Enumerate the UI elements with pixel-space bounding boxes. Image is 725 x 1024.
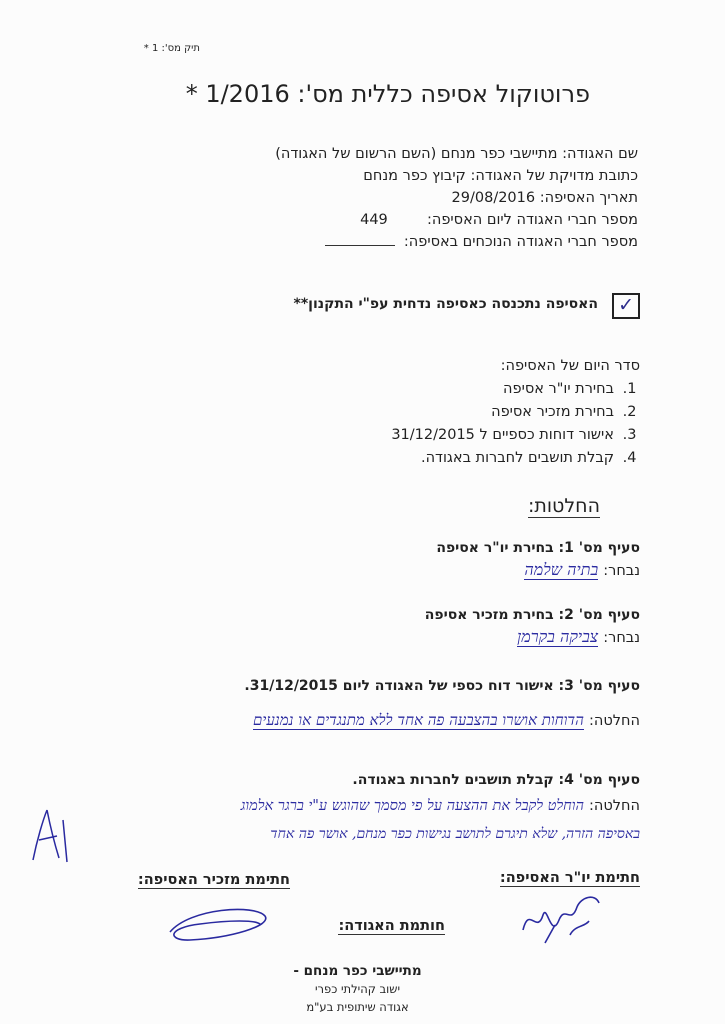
section-4-line-2 xyxy=(50,823,640,843)
section-4-handwritten-1: הוחלט לקבל את ההצעה על פי מסמך שהוגש ע"י ברגר אלמוג xyxy=(240,798,584,814)
section-1-line xyxy=(250,560,640,580)
section-1-label: נבחר: xyxy=(603,563,640,579)
checkmark-icon: ✓ xyxy=(618,294,634,316)
decisions-heading-text: החלטות: xyxy=(527,495,600,517)
section-1-heading: סעיף מס' 1: בחירת יו"ר אסיפה xyxy=(436,540,640,556)
members-count xyxy=(250,209,638,231)
postponed-meeting-checkbox[interactable] xyxy=(612,293,640,319)
section-2-label: נבחר: xyxy=(603,630,640,646)
association-stamp-label xyxy=(290,918,445,934)
section-4-line-1 xyxy=(50,795,640,815)
meeting-date-label: תאריך האסיפה: xyxy=(539,190,638,206)
agenda-item: 2. בחירת מזכיר אסיפה xyxy=(250,401,618,424)
secretary-signature-text: חתימת מזכיר האסיפה: xyxy=(137,872,290,888)
section-4-label: החלטה: xyxy=(589,798,640,814)
section-4-heading: סעיף מס' 4: קבלת תושבים לחברות באגודה. xyxy=(352,772,640,788)
association-name: שם האגודה: מתיישבי כפר מנחם (השם הרשום של האגודה) xyxy=(275,146,638,162)
section-4-decision xyxy=(50,795,640,843)
agenda-item: 1. בחירת יו"ר אסיפה xyxy=(250,378,618,401)
section-2-line xyxy=(250,627,640,647)
present-count-blank xyxy=(325,233,395,246)
agenda-item: 3. אישור דוחות כספיים ל 31/12/2015 xyxy=(250,424,618,447)
file-number: תיק מס': 1 * xyxy=(143,43,200,54)
section-2-handwritten: צביקה בקרמן xyxy=(517,627,599,646)
stamp-line-1: מתיישבי כפר מנחם - xyxy=(293,963,422,979)
section-4-handwritten-2: באסיפה הזרה, שלא תיגרם לתושב נגישות כפר מנחם, אושר פה אחד xyxy=(270,826,640,842)
margin-initials xyxy=(25,800,73,870)
agenda xyxy=(250,355,640,470)
section-3-decision xyxy=(60,710,640,730)
members-count-value: 449 xyxy=(360,212,388,228)
association-address: כתובת מדויקת של האגודה: קיבוץ כפר מנחם xyxy=(363,168,638,184)
section-3 xyxy=(200,678,640,694)
section-3-handwritten: הדוחות אושרו בהצבעה פה אחד ללא מתנגדים או נמנעים xyxy=(253,711,584,729)
secretary-signature-label xyxy=(120,872,290,888)
meeting-date-value: 29/08/2016 xyxy=(451,190,536,206)
decisions-heading xyxy=(400,495,600,517)
association-stamp xyxy=(250,962,465,1016)
meeting-date xyxy=(250,187,638,209)
agenda-list xyxy=(250,378,640,470)
section-2-heading: סעיף מס' 2: בחירת מזכיר אסיפה xyxy=(424,607,640,623)
chair-signature-text: חתימת יו"ר האסיפה: xyxy=(499,870,640,886)
section-2 xyxy=(250,607,640,647)
agenda-heading: סדר היום של האסיפה: xyxy=(500,358,640,374)
present-count xyxy=(250,231,638,253)
stamp-line-3: אגודה שיתופית בע"מ xyxy=(306,1000,409,1014)
postponed-meeting-label: האסיפה נתכנסה כאסיפה נדחית עפ"י התקנון** xyxy=(293,296,598,312)
agenda-item: 4. קבלת תושבים לחברות באגודה. xyxy=(250,447,618,470)
section-3-heading: סעיף מס' 3: אישור דוח כספי של האגודה ליום 31/12/2015. xyxy=(244,678,640,694)
members-count-label: מספר חברי האגודה ליום האסיפה: xyxy=(427,212,638,228)
section-3-label: החלטה: xyxy=(589,713,640,729)
association-stamp-text: חותמת האגודה: xyxy=(338,918,445,934)
section-1 xyxy=(250,540,640,580)
postponed-meeting-row xyxy=(280,293,640,323)
section-4 xyxy=(200,772,640,788)
chair-signature xyxy=(515,885,605,950)
present-count-label: מספר חברי האגודה הנוכחים באסיפה: xyxy=(403,234,638,250)
chair-signature-label xyxy=(470,870,640,886)
secretary-signature xyxy=(160,898,275,950)
page-title: פרוטוקול אסיפה כללית מס': 1/2016 * xyxy=(185,80,590,108)
association-details xyxy=(250,143,638,253)
stamp-line-2: ישוב קהילתי כפרי xyxy=(314,982,401,996)
section-1-handwritten: בתיה שלמה xyxy=(524,560,599,579)
